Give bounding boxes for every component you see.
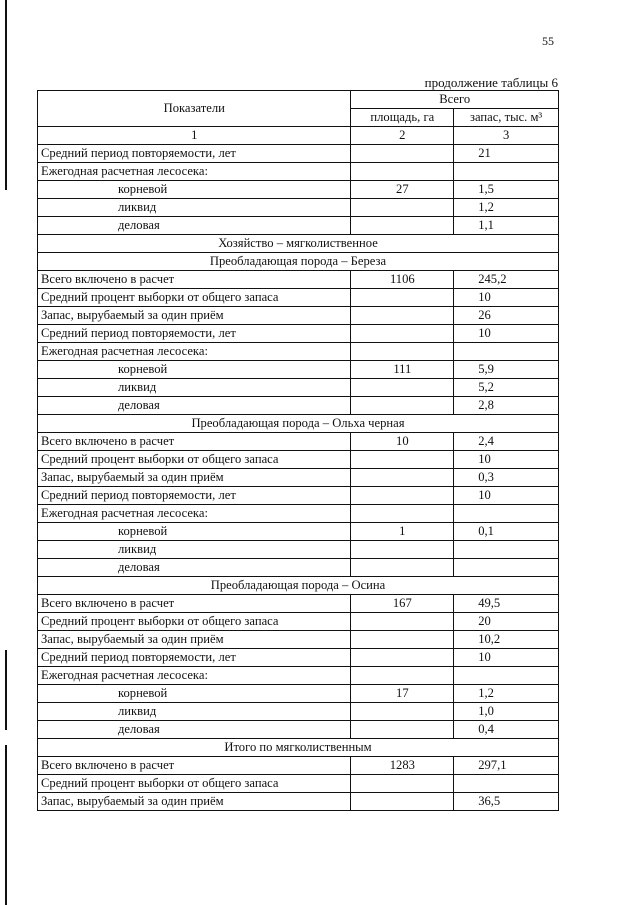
section-row — [38, 415, 559, 433]
stock-cell: 0,1 — [454, 523, 559, 541]
row-label: ликвид — [38, 703, 351, 721]
stock-cell: 10 — [454, 649, 559, 667]
table-body — [38, 145, 559, 811]
table-row — [38, 379, 559, 397]
row-label: корневой — [38, 181, 351, 199]
stock-cell: 1,2 — [454, 685, 559, 703]
stock-cell: 1,0 — [454, 703, 559, 721]
area-cell — [351, 469, 454, 487]
row-label: Ежегодная расчетная лесосека: — [38, 163, 351, 181]
area-cell: 1 — [351, 523, 454, 541]
area-cell — [351, 649, 454, 667]
row-label: деловая — [38, 217, 351, 235]
stock-cell: 297,1 — [454, 757, 559, 775]
header-indicators: Показатели — [38, 91, 351, 127]
stock-cell: 1,5 — [454, 181, 559, 199]
area-cell: 27 — [351, 181, 454, 199]
stock-cell: 36,5 — [454, 793, 559, 811]
table-row — [38, 775, 559, 793]
stock-cell — [454, 163, 559, 181]
row-label: Средний период повторяемости, лет — [38, 145, 351, 163]
table-row — [38, 397, 559, 415]
stock-cell: 2,4 — [454, 433, 559, 451]
table-row — [38, 523, 559, 541]
row-label: деловая — [38, 559, 351, 577]
table-row — [38, 163, 559, 181]
stock-cell: 10 — [454, 289, 559, 307]
area-cell: 167 — [351, 595, 454, 613]
row-label: Ежегодная расчетная лесосека: — [38, 343, 351, 361]
row-label: Всего включено в расчет — [38, 271, 351, 289]
table-row — [38, 361, 559, 379]
section-title: Преобладающая порода – Осина — [38, 577, 559, 595]
section-row — [38, 739, 559, 757]
row-label: корневой — [38, 523, 351, 541]
area-cell — [351, 775, 454, 793]
area-cell — [351, 289, 454, 307]
table-row — [38, 541, 559, 559]
section-row — [38, 577, 559, 595]
table-row — [38, 793, 559, 811]
table-row — [38, 307, 559, 325]
row-label: корневой — [38, 685, 351, 703]
header-total: Всего — [351, 91, 559, 109]
row-label: Всего включено в расчет — [38, 433, 351, 451]
row-label: Запас, вырубаемый за один приём — [38, 307, 351, 325]
stock-cell: 21 — [454, 145, 559, 163]
header-col-number-3: 3 — [454, 127, 559, 145]
stock-cell — [454, 775, 559, 793]
binding-edge-line — [5, 650, 7, 730]
row-label: деловая — [38, 721, 351, 739]
row-label: Всего включено в расчет — [38, 595, 351, 613]
area-cell — [351, 199, 454, 217]
area-cell — [351, 325, 454, 343]
table-row — [38, 757, 559, 775]
stock-cell — [454, 505, 559, 523]
row-label: Ежегодная расчетная лесосека: — [38, 505, 351, 523]
area-cell: 10 — [351, 433, 454, 451]
header-area: площадь, га — [351, 109, 454, 127]
forest-table — [37, 90, 559, 811]
row-label: ликвид — [38, 541, 351, 559]
stock-cell: 2,8 — [454, 397, 559, 415]
table-row — [38, 631, 559, 649]
table-row — [38, 595, 559, 613]
area-cell — [351, 703, 454, 721]
row-label: Средний процент выборки от общего запаса — [38, 613, 351, 631]
table-row — [38, 469, 559, 487]
row-label: Запас, вырубаемый за один приём — [38, 469, 351, 487]
row-label: Всего включено в расчет — [38, 757, 351, 775]
area-cell — [351, 217, 454, 235]
table-row — [38, 217, 559, 235]
stock-cell: 5,9 — [454, 361, 559, 379]
row-label: ликвид — [38, 379, 351, 397]
stock-cell — [454, 541, 559, 559]
section-title: Преобладающая порода – Береза — [38, 253, 559, 271]
stock-cell: 26 — [454, 307, 559, 325]
table-row — [38, 721, 559, 739]
area-cell — [351, 451, 454, 469]
area-cell — [351, 613, 454, 631]
stock-cell: 10 — [454, 487, 559, 505]
header-stock: запас, тыс. м³ — [454, 109, 559, 127]
row-label: Средний период повторяемости, лет — [38, 649, 351, 667]
row-label: Средний период повторяемости, лет — [38, 487, 351, 505]
row-label: Запас, вырубаемый за один приём — [38, 793, 351, 811]
header-col-number-1: 1 — [38, 127, 351, 145]
table-row — [38, 325, 559, 343]
row-label: ликвид — [38, 199, 351, 217]
stock-cell: 1,1 — [454, 217, 559, 235]
table-row — [38, 559, 559, 577]
area-cell — [351, 487, 454, 505]
table-row — [38, 685, 559, 703]
stock-cell: 0,4 — [454, 721, 559, 739]
table-row — [38, 649, 559, 667]
area-cell — [351, 559, 454, 577]
table-row — [38, 289, 559, 307]
section-title: Итого по мягколиственным — [38, 739, 559, 757]
area-cell — [351, 397, 454, 415]
binding-edge-line — [5, 0, 7, 190]
area-cell — [351, 667, 454, 685]
table-row — [38, 613, 559, 631]
stock-cell: 1,2 — [454, 199, 559, 217]
table-row — [38, 505, 559, 523]
area-cell: 1283 — [351, 757, 454, 775]
area-cell: 1106 — [351, 271, 454, 289]
row-label: Ежегодная расчетная лесосека: — [38, 667, 351, 685]
section-title: Хозяйство – мягколиственное — [38, 235, 559, 253]
stock-cell: 49,5 — [454, 595, 559, 613]
table-row — [38, 343, 559, 361]
row-label: Запас, вырубаемый за один приём — [38, 631, 351, 649]
stock-cell: 10 — [454, 325, 559, 343]
stock-cell: 10 — [454, 451, 559, 469]
row-label: корневой — [38, 361, 351, 379]
area-cell — [351, 343, 454, 361]
stock-cell — [454, 667, 559, 685]
table-row — [38, 703, 559, 721]
section-row — [38, 253, 559, 271]
stock-cell: 20 — [454, 613, 559, 631]
stock-cell — [454, 343, 559, 361]
area-cell — [351, 505, 454, 523]
table-row — [38, 487, 559, 505]
stock-cell: 0,3 — [454, 469, 559, 487]
table-row — [38, 199, 559, 217]
area-cell — [351, 793, 454, 811]
stock-cell: 5,2 — [454, 379, 559, 397]
table-row — [38, 181, 559, 199]
row-label: деловая — [38, 397, 351, 415]
row-label: Средний процент выборки от общего запаса — [38, 775, 351, 793]
area-cell — [351, 145, 454, 163]
header-col-number-2: 2 — [351, 127, 454, 145]
table-row — [38, 145, 559, 163]
area-cell — [351, 379, 454, 397]
area-cell — [351, 631, 454, 649]
stock-cell: 10,2 — [454, 631, 559, 649]
row-label: Средний процент выборки от общего запаса — [38, 289, 351, 307]
table-caption: продолжение таблицы 6 — [424, 75, 558, 90]
stock-cell: 245,2 — [454, 271, 559, 289]
row-label: Средний период повторяемости, лет — [38, 325, 351, 343]
area-cell: 111 — [351, 361, 454, 379]
row-label: Средний процент выборки от общего запаса — [38, 451, 351, 469]
page-number: 55 — [542, 34, 554, 48]
stock-cell — [454, 559, 559, 577]
binding-edge-line — [5, 745, 7, 905]
table-row — [38, 667, 559, 685]
area-cell: 17 — [351, 685, 454, 703]
table-row — [38, 451, 559, 469]
section-title: Преобладающая порода – Ольха черная — [38, 415, 559, 433]
area-cell — [351, 307, 454, 325]
area-cell — [351, 541, 454, 559]
table-row — [38, 433, 559, 451]
area-cell — [351, 163, 454, 181]
section-row — [38, 235, 559, 253]
table-row — [38, 271, 559, 289]
area-cell — [351, 721, 454, 739]
